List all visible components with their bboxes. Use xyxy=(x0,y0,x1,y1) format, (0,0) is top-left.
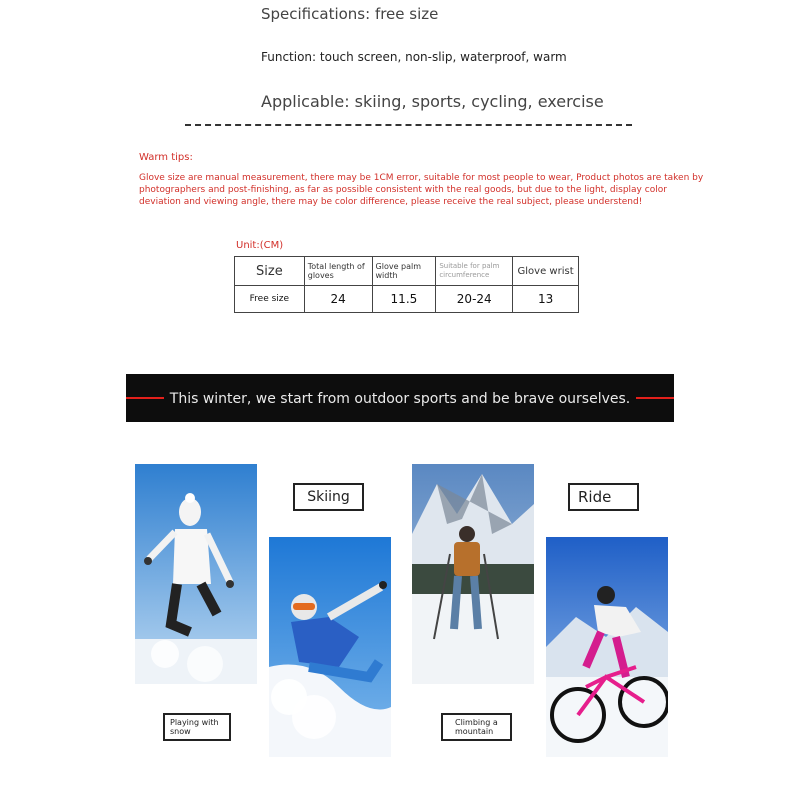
table-cell: 24 xyxy=(304,286,372,313)
photo-ride xyxy=(546,537,668,757)
table-header-cell: Size xyxy=(235,257,305,286)
table-row xyxy=(235,286,579,313)
photo-playing-with-snow xyxy=(135,464,257,684)
table-header-row xyxy=(235,257,579,286)
table-header-cell: Total length of gloves xyxy=(304,257,372,286)
banner-accent-right xyxy=(636,397,674,399)
table-header-cell: Suitable for palm circumference xyxy=(436,257,513,286)
label-playing-with-snow: Playing with snow xyxy=(163,713,231,741)
banner-text: This winter, we start from outdoor sports and be brave ourselves. xyxy=(169,391,631,407)
photo-skiing xyxy=(269,537,391,757)
warm-tips-body: Glove size are manual measurement, there may be 1CM error, suitable for most people to wear, Product photos are taken by photographers and post-finishing, as far as possible consistent with the real goods, but due to the light, display color deviation and viewing angle, there may be color difference, please receive the real subject, please understend! xyxy=(139,173,704,207)
table-cell: 11.5 xyxy=(372,286,436,313)
label-climbing-mountain: Climbing a mountain xyxy=(441,713,512,741)
warm-tips-title: Warm tips: xyxy=(139,152,193,163)
label-skiing: Skiing xyxy=(293,483,364,511)
label-ride: Ride xyxy=(568,483,639,511)
table-cell: 13 xyxy=(513,286,579,313)
table-header-cell: Glove palm width xyxy=(372,257,436,286)
spec-function: Function: touch screen, non-slip, waterproof, warm xyxy=(261,50,567,64)
spec-applicable: Applicable: skiing, sports, cycling, exercise xyxy=(261,92,604,111)
spec-size: Specifications: free size xyxy=(261,5,439,23)
table-cell: 20-24 xyxy=(436,286,513,313)
size-table xyxy=(234,256,579,313)
slogan-banner xyxy=(126,374,674,422)
photo-climbing-mountain xyxy=(412,464,534,684)
table-cell: Free size xyxy=(235,286,305,313)
unit-label: Unit:(CM) xyxy=(236,240,284,251)
dashed-divider xyxy=(185,124,632,126)
table-header-cell: Glove wrist xyxy=(513,257,579,286)
